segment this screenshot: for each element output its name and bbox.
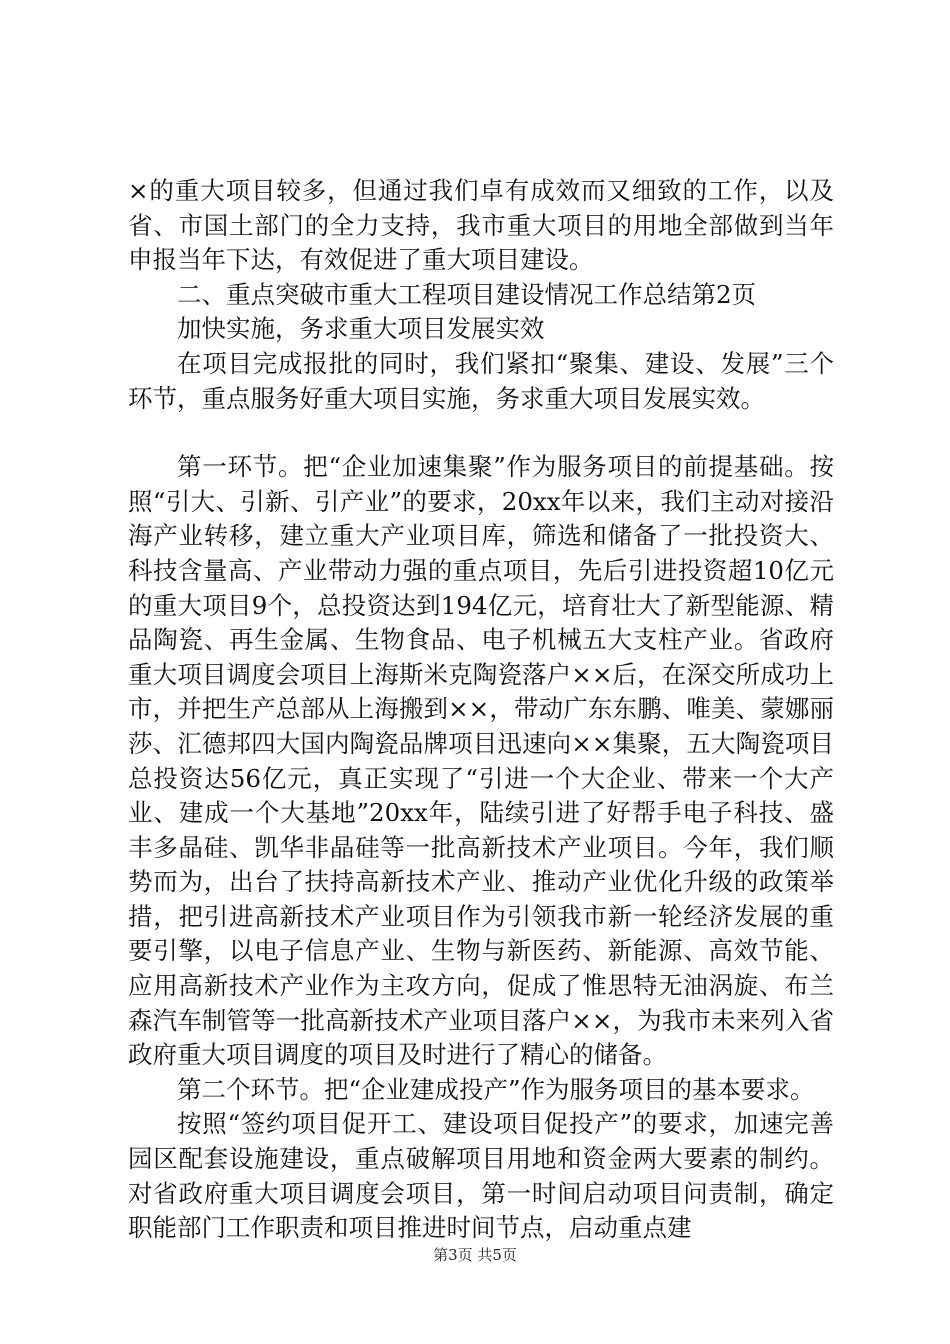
section-subheading: 加快实施，务求重大项目发展实效: [177, 314, 545, 344]
paragraph-second-stage-heading: 第二个环节。把“企业建成投产”作为服务项目的基本要求。: [177, 1074, 815, 1104]
document-body: [128, 174, 834, 1246]
paragraph-first-stage: 第一环节。把“企业加速集聚”作为服务项目的前提基础。按照“引大、引新、引产业”的要求，20xx年以来，我们主动对接沿海产业转移，建立重大产业项目库，筛选和储备了一批投资大、科技含量高、产业带动力强的重点项目，先后引进投资超10亿元的重大项目9个，总投资达到194亿元，培育壮大了新型能源、精品陶瓷、再生金属、生物食品、电子机械五大支柱产业。省政府重大项目调度会项目上海斯米克陶瓷落户××后，在深交所成功上市，并把生产总部从上海搬到××，带动广东东鹏、唯美、蒙娜丽莎、汇德邦四大国内陶瓷品牌项目迅速向××集聚，五大陶瓷项目总投资达56亿元，真正实现了“引进一个大企业、带来一个大产业、建成一个大基地”20xx年，陆续引进了好帮手电子科技、盛丰多晶硅、凯华非晶硅等一批高新技术产业项目。今年，我们顺势而为，出台了扶持高新技术产业、推动产业优化升级的政策举措，把引进高新技术产业项目作为引领我市新一轮经济发展的重要引擎，以电子信息产业、生物与新医药、新能源、高效节能、应用高新技术产业作为主攻方向，促成了惟思特无油涡旋、布兰森汽车制管等一批高新技术产业项目落户××，为我市未来列入省政府重大项目调度的项目及时进行了精心的储备。: [128, 452, 834, 1070]
section-heading: 二、重点突破市重大工程项目建设情况工作总结第2页: [177, 279, 757, 309]
paragraph-land-use-summary: ×的重大项目较多，但通过我们卓有成效而又细致的工作，以及省、市国土部门的全力支持，我市重大项目的用地全部做到当年申报当年下达，有效促进了重大项目建设。: [128, 176, 834, 275]
paragraph-second-stage-body: 按照“签约项目促开工、建设项目促投产”的要求，加速完善园区配套设施建设，重点破解项目用地和资金两大要素的制约。对省政府重大项目调度会项目，第一时间启动项目问责制，确定职能部门工作职责和项目推进时间节点，启动重点建: [128, 1109, 834, 1243]
page-number-footer: 第3页 共5页: [433, 1246, 517, 1264]
paragraph-intro: 在项目完成报批的同时，我们紧扣“聚集、建设、发展”三个环节，重点服务好重大项目实施，务求重大项目发展实效。: [128, 348, 834, 413]
